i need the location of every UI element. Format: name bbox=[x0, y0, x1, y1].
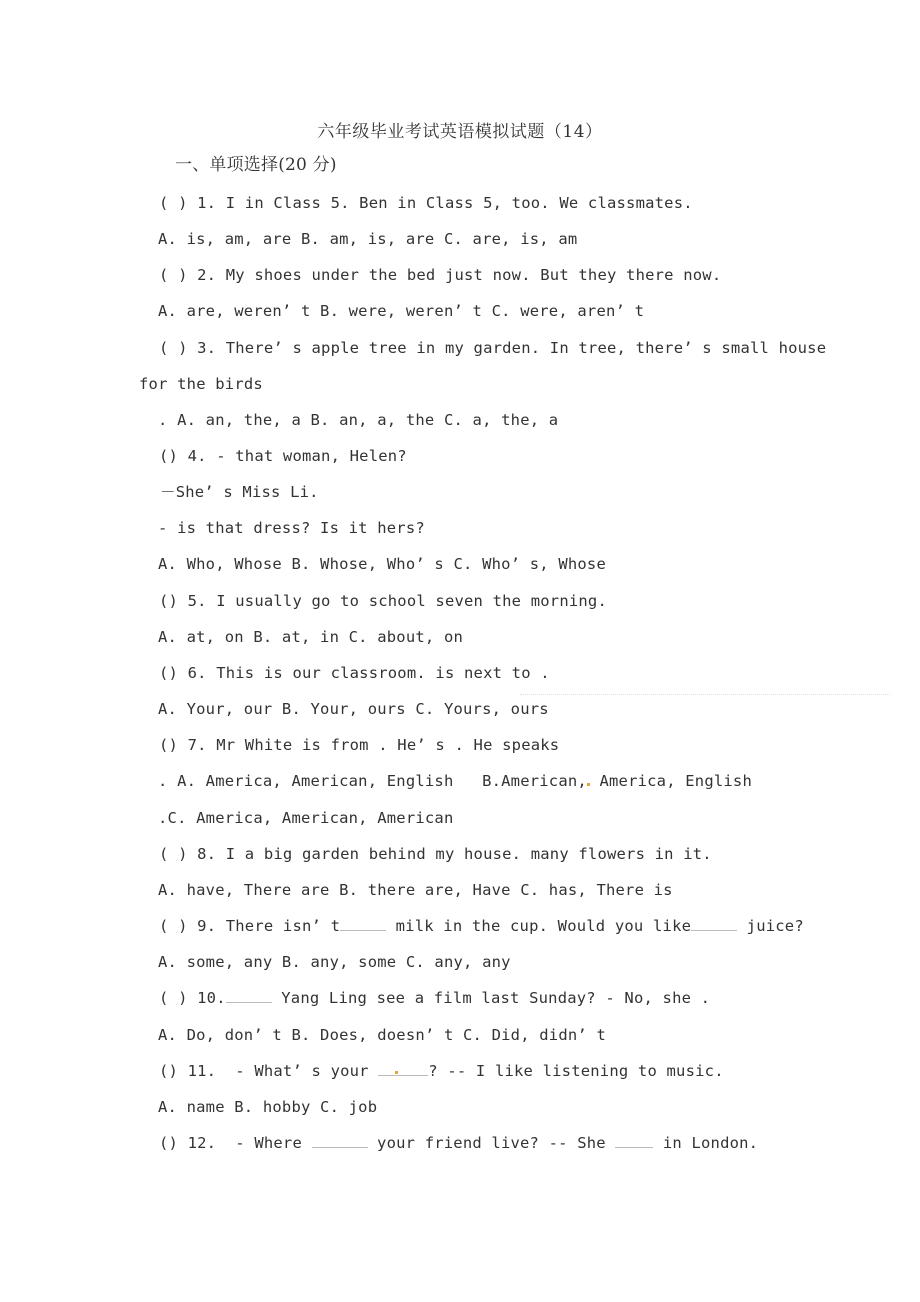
question-8-options: A. have, There are B. there are, Have C. has, There is bbox=[158, 881, 673, 899]
question-1-stem: ( ) 1. I in Class 5. Ben in Class 5, too. We classmates. bbox=[159, 194, 693, 212]
question-11-options: A. name B. hobby C. job bbox=[158, 1098, 378, 1116]
question-12-stem bbox=[159, 1133, 758, 1153]
question-11-stem-part-1: () 11. - What’ s your bbox=[159, 1062, 379, 1080]
dotted-divider bbox=[520, 694, 890, 695]
answer-blank bbox=[378, 1061, 428, 1076]
answer-blank bbox=[226, 988, 272, 1003]
question-4-options: A. Who, Whose B. Whose, Who’ s C. Who’ s, Whose bbox=[158, 555, 606, 573]
question-7-options-ab-text: . A. America, American, English B.American, bbox=[158, 772, 587, 790]
question-6-stem: () 6. This is our classroom. is next to . bbox=[159, 664, 550, 682]
question-6-options: A. Your, our B. Your, ours C. Yours, ours bbox=[158, 700, 549, 718]
question-4-dialogue-1: －She’ s Miss Li. bbox=[160, 483, 319, 501]
answer-blank bbox=[615, 1133, 653, 1148]
question-2-options: A. are, weren’ t B. were, weren’ t C. were, aren’ t bbox=[158, 302, 645, 320]
section-heading: 一、单项选择(20 分) bbox=[175, 155, 337, 175]
question-9-stem-part-1: ( ) 9. There isn’ t bbox=[159, 917, 341, 935]
question-11-stem bbox=[159, 1061, 724, 1081]
question-12-stem-part-2: your friend live? -- She bbox=[367, 1134, 616, 1152]
question-7-options-ab bbox=[158, 771, 752, 791]
answer-blank bbox=[691, 916, 737, 931]
question-11-stem-part-2: ? -- I like listening to music. bbox=[428, 1062, 724, 1080]
highlight-marker bbox=[395, 1071, 398, 1074]
question-7-options-c: .C. America, American, American bbox=[158, 809, 454, 827]
question-12-stem-part-3: in London. bbox=[653, 1134, 759, 1152]
question-10-stem-part-2: Yang Ling see a film last Sunday? - No, she . bbox=[271, 989, 711, 1007]
question-8-stem: ( ) 8. I a big garden behind my house. many flowers in it. bbox=[159, 845, 712, 863]
question-3-options: . A. an, the, a B. an, a, the C. a, the, a bbox=[158, 411, 559, 429]
question-9-stem-part-3: juice? bbox=[737, 917, 804, 935]
answer-blank bbox=[312, 1133, 368, 1148]
question-9-stem-part-2: milk in the cup. Would you like bbox=[386, 917, 692, 935]
question-5-stem: () 5. I usually go to school seven the morning. bbox=[159, 592, 607, 610]
question-9-stem bbox=[159, 916, 804, 936]
question-7-options-ab-tail: America, English bbox=[589, 772, 752, 790]
question-12-stem-part-1: () 12. - Where bbox=[159, 1134, 312, 1152]
question-10-options: A. Do, don’ t B. Does, doesn’ t C. Did, didn’ t bbox=[158, 1026, 606, 1044]
question-3-stem-continued: for the birds bbox=[139, 375, 263, 393]
question-10-stem bbox=[159, 988, 710, 1008]
document-title: 六年级毕业考试英语模拟试题（14） bbox=[317, 122, 603, 142]
question-7-stem: () 7. Mr White is from . He’ s . He speaks bbox=[159, 736, 560, 754]
question-3-stem: ( ) 3. There’ s apple tree in my garden. In tree, there’ s small house bbox=[159, 339, 827, 357]
question-4-dialogue-2: - is that dress? Is it hers? bbox=[158, 519, 425, 537]
question-4-stem: () 4. - that woman, Helen? bbox=[159, 447, 407, 465]
question-9-options: A. some, any B. any, some C. any, any bbox=[158, 953, 511, 971]
question-10-stem-part-1: ( ) 10. bbox=[159, 989, 226, 1007]
question-2-stem: ( ) 2. My shoes under the bed just now. But they there now. bbox=[159, 266, 722, 284]
question-5-options: A. at, on B. at, in C. about, on bbox=[158, 628, 464, 646]
question-1-options: A. is, am, are B. am, is, are C. are, is, am bbox=[158, 230, 578, 248]
answer-blank bbox=[340, 916, 386, 931]
